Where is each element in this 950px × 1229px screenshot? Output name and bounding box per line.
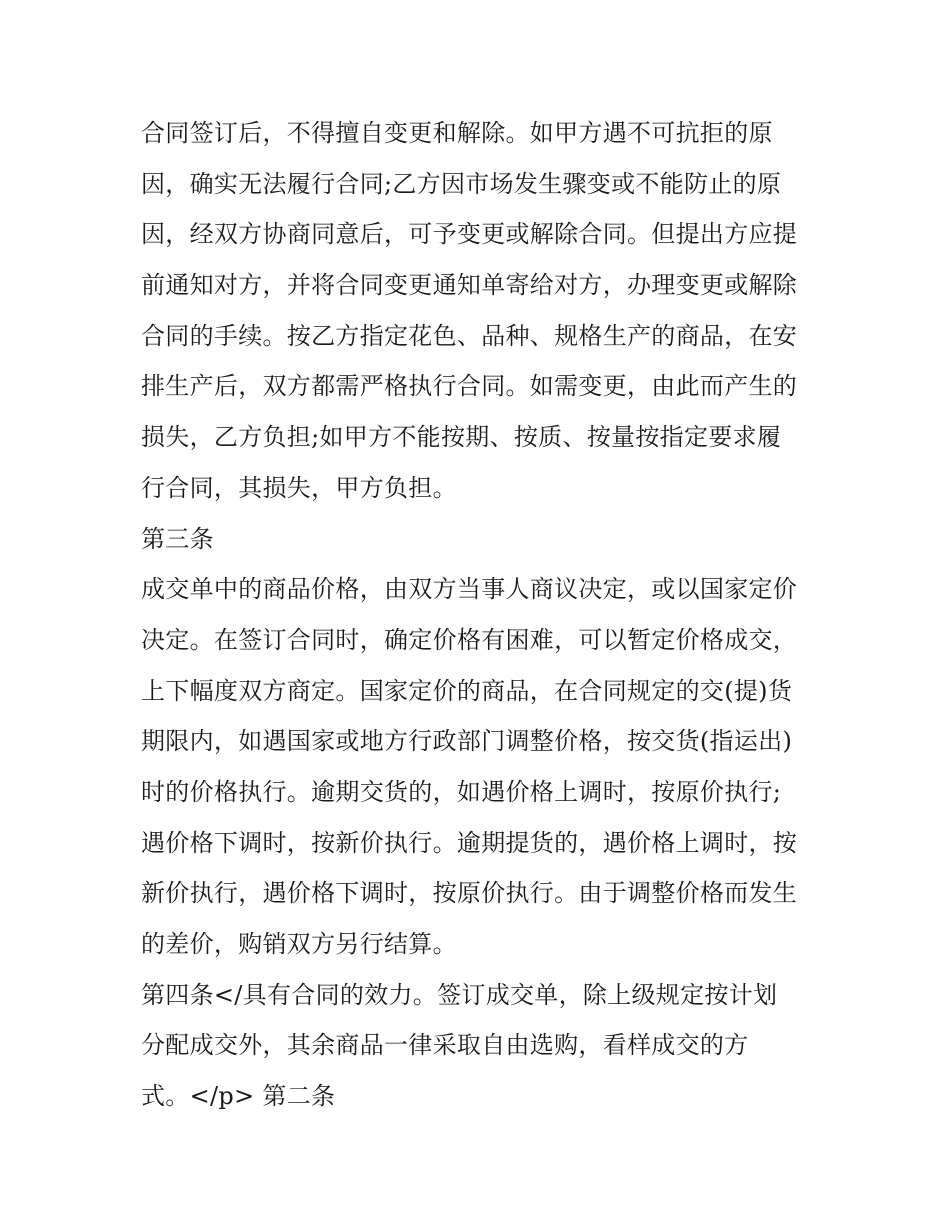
text-line: 上下幅度双方商定。国家定价的商品，在合同规定的交(提)货 — [141, 676, 793, 705]
text-line: 成交单中的商品价格，由双方当事人商议决定，或以国家定价 — [141, 575, 798, 604]
text-line: 时的价格执行。逾期交货的，如遇价格上调时，按原价执行; — [141, 777, 782, 806]
text-line: 分配成交外，其余商品一律采取自由选购，看样成交的方 — [141, 1031, 749, 1060]
text-line: 新价执行，遇价格下调时，按原价执行。由于调整价格而发生 — [141, 879, 798, 908]
text-line: 因，经双方协商同意后，可予变更或解除合同。但提出方应提 — [141, 220, 798, 249]
text-line: 合同签订后，不得擅自变更和解除。如甲方遇不可抗拒的原 — [141, 119, 773, 147]
text-line: 因，确实无法履行合同;乙方因市场发生骤变或不能防止的原 — [141, 169, 782, 198]
contract-text-body — [141, 108, 821, 1122]
text-line: 合同的手续。按乙方指定花色、品种、规格生产的商品，在安 — [141, 321, 798, 350]
article-heading-3: 第三条 — [141, 524, 214, 553]
article-heading-4-line: 第四条</具有合同的效力。签订成交单，除上级规定按计划 — [141, 980, 778, 1009]
text-line: 遇价格下调时，按新价执行。逾期提货的，遇价格上调时，按 — [141, 828, 798, 857]
text-line: 的差价，购销双方另行结算。 — [141, 930, 457, 958]
text-line: 决定。在签订合同时，确定价格有困难，可以暂定价格成交， — [141, 625, 798, 654]
text-line: 期限内，如遇国家或地方行政部门调整价格，按交货(指运出) — [141, 727, 793, 756]
text-line: 行合同，其损失，甲方负担。 — [141, 473, 457, 502]
text-line: 前通知对方，并将合同变更通知单寄给对方，办理变更或解除 — [141, 271, 798, 300]
text-line: 排生产后，双方都需严格执行合同。如需变更，由此而产生的 — [141, 372, 798, 401]
text-line: 式。</p> 第二条 — [141, 1082, 336, 1111]
text-line: 损失，乙方负担;如甲方不能按期、按质、按量按指定要求履 — [141, 423, 782, 452]
